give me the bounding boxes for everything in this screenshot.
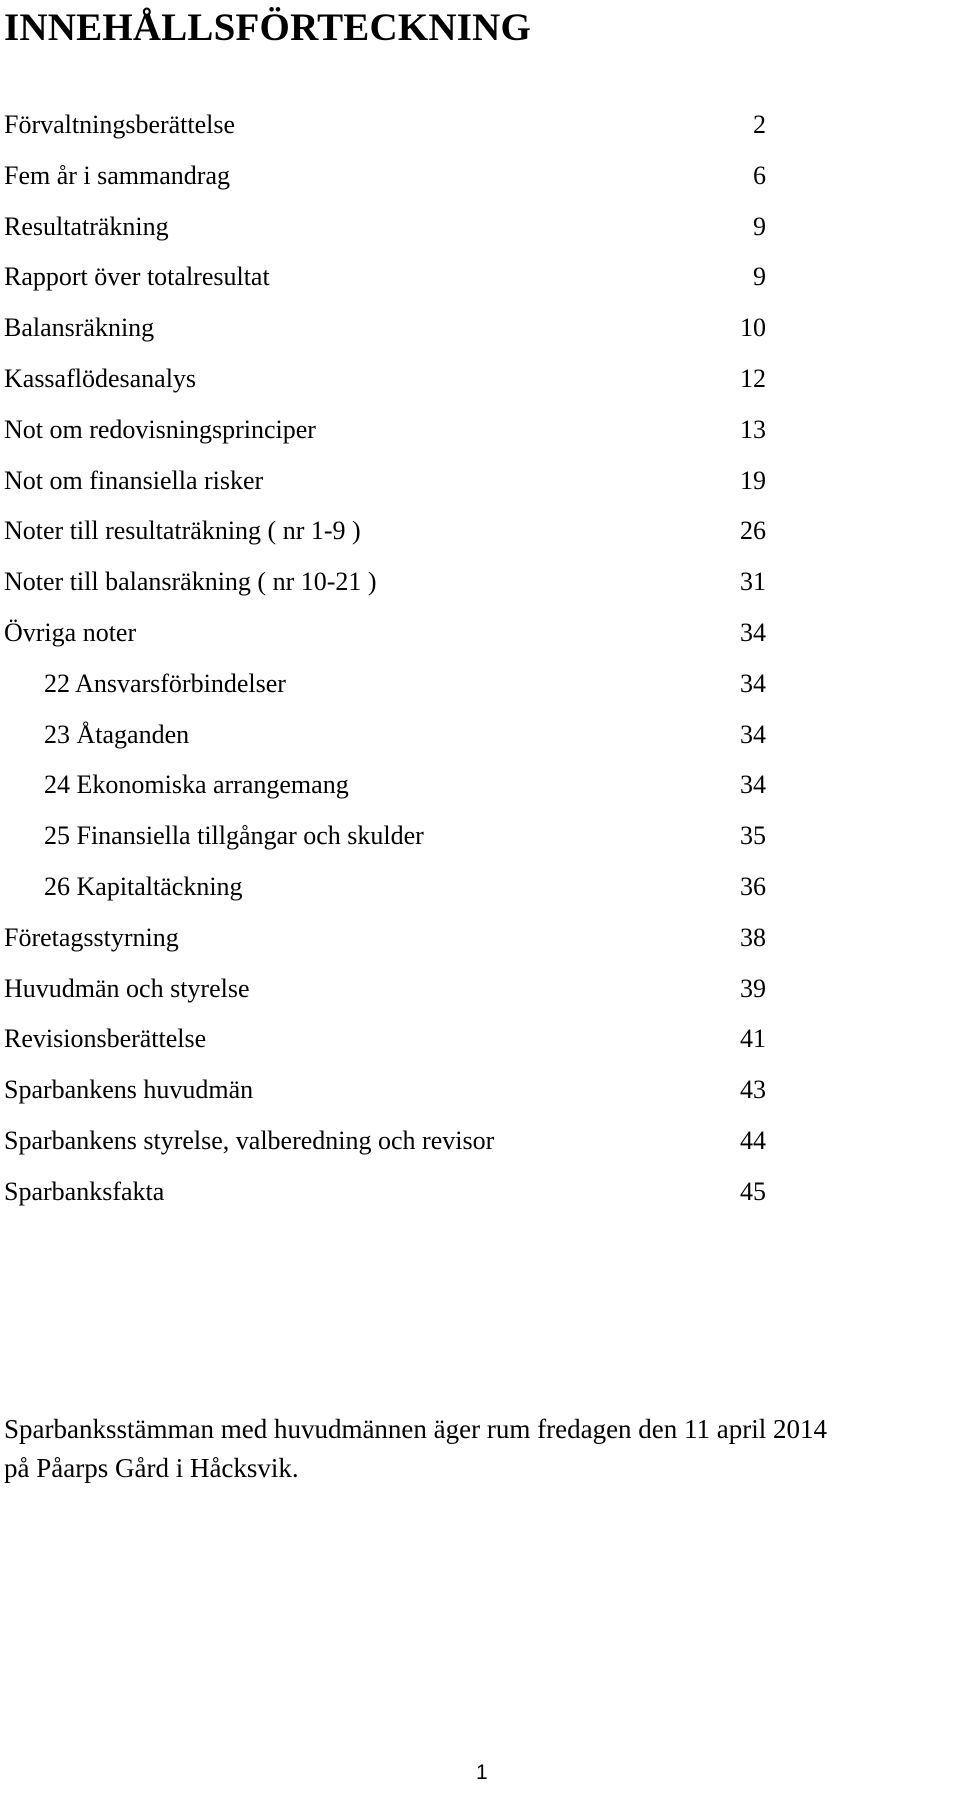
toc-entry-page: 6 — [753, 160, 766, 190]
table-of-contents — [4, 105, 766, 1223]
toc-entry — [4, 105, 766, 156]
toc-entry-page: 38 — [740, 922, 766, 952]
toc-subentry-label: 25 Finansiella tillgångar och skulder — [44, 821, 424, 851]
toc-entry-label: Not om redovisningsprinciper — [4, 414, 316, 444]
toc-entry-page: 45 — [740, 1176, 766, 1206]
toc-subentry-label: 24 Ekonomiska arrangemang — [44, 770, 349, 800]
toc-entry-page: 34 — [740, 617, 766, 647]
toc-subentry-label: 22 Ansvarsförbindelser — [44, 668, 286, 698]
meeting-note-line: Sparbanksstämman med huvudmännen äger rum fredagen den 11 april 2014 — [4, 1414, 828, 1444]
toc-entry-page: 13 — [740, 414, 766, 444]
toc-entry-label: Resultaträkning — [4, 211, 169, 241]
page-title: INNEHÅLLSFÖRTECKNING — [4, 6, 532, 49]
toc-subentry-page: 35 — [740, 821, 766, 851]
toc-entry — [4, 1121, 766, 1172]
toc-entry — [4, 1070, 766, 1121]
toc-subentry-label: 23 Åtaganden — [44, 719, 190, 749]
toc-subentry — [4, 664, 766, 715]
toc-entry-label: Balansräkning — [4, 313, 155, 343]
toc-entry-label: Sparbankens huvudmän — [4, 1075, 254, 1105]
toc-subentry — [4, 765, 766, 816]
toc-entry-page: 9 — [753, 211, 766, 241]
toc-entry-label: Fem år i sammandrag — [4, 160, 230, 190]
toc-subentry-page: 34 — [740, 668, 766, 698]
toc-entry — [4, 308, 766, 359]
toc-entry — [4, 1019, 766, 1070]
toc-entry-page: 44 — [740, 1125, 766, 1155]
toc-entry-label: Noter till balansräkning ( nr 10-21 ) — [4, 567, 377, 597]
toc-entry — [4, 207, 766, 258]
toc-entry — [4, 1172, 766, 1223]
toc-entry-label: Rapport över totalresultat — [4, 262, 270, 292]
toc-entry-label: Förvaltningsberättelse — [4, 110, 236, 139]
toc-entry-label: Övriga noter — [4, 617, 137, 647]
toc-entry — [4, 410, 766, 461]
meeting-note-line: på Påarps Gård i Håcksvik. — [4, 1453, 299, 1483]
toc-entry-label: Kassaflödesanalys — [4, 363, 197, 393]
toc-entry-page: 12 — [740, 363, 766, 393]
toc-entry — [4, 918, 766, 969]
toc-subentry — [4, 816, 766, 867]
toc-entry-page: 41 — [740, 1024, 766, 1054]
toc-entry-label: Not om finansiella risker — [4, 465, 264, 495]
toc-subentry-page: 34 — [740, 770, 766, 800]
toc-entry-label: Företagsstyrning — [4, 922, 179, 952]
toc-subentry — [4, 867, 766, 918]
toc-entry-page: 19 — [740, 465, 766, 495]
toc-entry — [4, 461, 766, 512]
toc-entry — [4, 613, 766, 664]
toc-entry-page: 10 — [740, 313, 766, 343]
toc-entry-page: 2 — [753, 110, 766, 139]
toc-entry-label: Revisionsberättelse — [4, 1024, 207, 1054]
toc-entry-page: 39 — [740, 973, 766, 1003]
toc-subentry-label: 26 Kapitaltäckning — [44, 871, 243, 901]
meeting-note — [4, 1410, 956, 1488]
toc-entry — [4, 257, 766, 308]
toc-entry-page: 31 — [740, 567, 766, 597]
toc-subentry-page: 34 — [740, 719, 766, 749]
toc-subentry-page: 36 — [740, 871, 766, 901]
toc-entry — [4, 969, 766, 1020]
toc-entry-page: 9 — [753, 262, 766, 292]
toc-entry-label: Sparbankens styrelse, valberedning och revisor — [4, 1125, 495, 1155]
toc-entry-page: 26 — [740, 516, 766, 546]
toc-entry — [4, 359, 766, 410]
toc-entry-label: Noter till resultaträkning ( nr 1-9 ) — [4, 516, 361, 546]
toc-entry — [4, 562, 766, 613]
toc-entry-label: Sparbanksfakta — [4, 1176, 165, 1206]
toc-entry-page: 43 — [740, 1075, 766, 1105]
toc-entry — [4, 156, 766, 207]
toc-subentry — [4, 715, 766, 766]
toc-entry — [4, 511, 766, 562]
page-number: 1 — [476, 1761, 488, 1784]
toc-entry-label: Huvudmän och styrelse — [4, 973, 250, 1003]
